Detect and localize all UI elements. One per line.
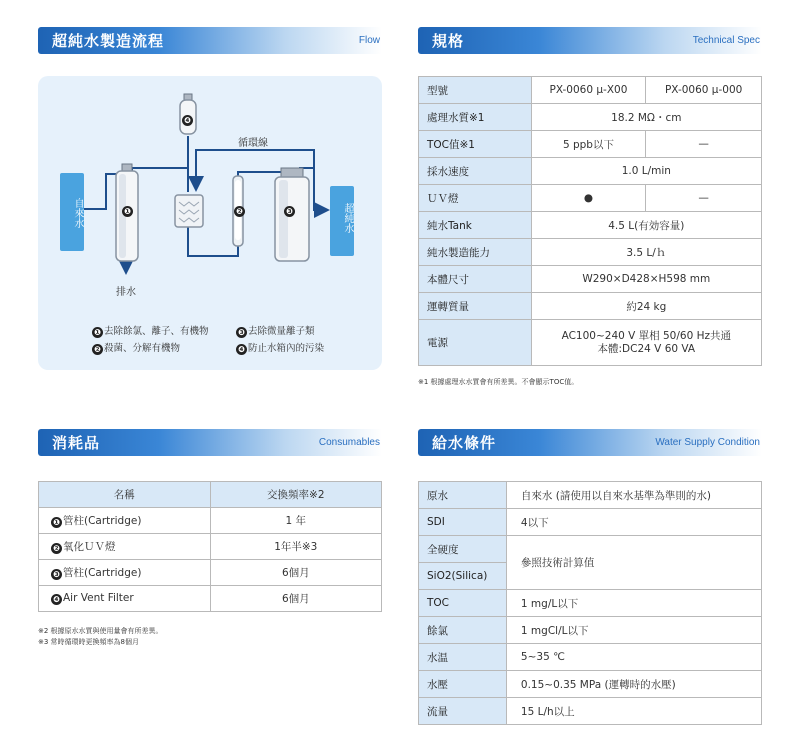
supply-value: 參照技術計算值 — [506, 536, 761, 590]
mark-2: ❷ — [234, 206, 245, 217]
item-freq: 6個月 — [210, 586, 381, 612]
item-name: ❹ Air Vent Filter — [39, 586, 211, 612]
table-row — [419, 158, 762, 185]
spec-value: — — [646, 131, 762, 158]
table-row — [39, 534, 382, 560]
spec-value: 18.2 MΩ・cm — [531, 104, 761, 131]
legend-item: ❸ 去除微量離子類 — [236, 323, 315, 340]
col-header-name: 名稱 — [39, 482, 211, 508]
spec-label: 純水Tank — [419, 212, 532, 239]
spec-label: 型號 — [419, 77, 532, 104]
supply-value: 15 L/h以上 — [506, 698, 761, 725]
supply-table — [418, 481, 762, 725]
spec-value: 約24 kg — [531, 293, 761, 320]
supply-label: 水壓 — [419, 671, 507, 698]
consumables-table — [38, 481, 382, 612]
item-freq: 1年半※3 — [210, 534, 381, 560]
pipe-tank-2 — [188, 224, 238, 256]
table-row — [419, 293, 762, 320]
mark-4: ❹ — [182, 115, 193, 126]
spec-value: 1.0 L/min — [531, 158, 761, 185]
tank-icon — [175, 195, 203, 227]
air-vent-filter-icon — [180, 94, 196, 134]
drain-label: 排水 — [116, 287, 136, 298]
table-row — [419, 590, 762, 617]
flow-panel — [38, 76, 382, 370]
item-name: ❶ 管柱(Cartridge) — [39, 508, 211, 534]
spec-header — [418, 27, 762, 54]
supply-title: 給水條件 — [432, 434, 497, 452]
spec-label: 電源 — [419, 320, 532, 366]
spec-value: ● — [531, 185, 646, 212]
spec-label: 處理水質※1 — [419, 104, 532, 131]
flow-legend — [92, 323, 324, 357]
table-row — [419, 77, 762, 104]
flow-subtitle: Flow — [358, 35, 380, 46]
consumables-notes: ※2 根據原水水質與使用量會有所差異。 ※3 常時循環時更換頻率為8個月 — [38, 627, 163, 646]
table-row — [419, 320, 762, 366]
table-row — [39, 508, 382, 534]
table-row — [39, 560, 382, 586]
legend-item: ❷ 殺菌、分解有機物 — [92, 340, 236, 357]
spec-label: 純水製造能力 — [419, 239, 532, 266]
spec-label: 本體尺寸 — [419, 266, 532, 293]
item-freq: 6個月 — [210, 560, 381, 586]
table-row — [419, 617, 762, 644]
table-row — [39, 586, 382, 612]
spec-value: PX-0060 μ-X00 — [531, 77, 646, 104]
input-label: 自來水 — [72, 198, 83, 228]
legend-item: ❶ 去除餘氯、離子、有機物 — [92, 323, 236, 340]
legend-item: ❹ 防止水箱內的污染 — [236, 340, 324, 357]
supply-label: 原水 — [419, 482, 507, 509]
col-header-freq: 交換頻率※2 — [210, 482, 381, 508]
table-row — [419, 104, 762, 131]
supply-label: 全硬度 — [419, 536, 507, 563]
spec-value: AC100~240 V 單相 50/60 Hz共通 本體:DC24 V 60 VA — [531, 320, 761, 366]
item-name: ❸ 管柱(Cartridge) — [39, 560, 211, 586]
spec-value: W290×D428×H598 mm — [531, 266, 761, 293]
supply-label: 餘氯 — [419, 617, 507, 644]
supply-value: 5~35 ℃ — [506, 644, 761, 671]
spec-value: PX-0060 μ-000 — [646, 77, 762, 104]
supply-value: 0.15~0.35 MPa (運轉時的水壓) — [506, 671, 761, 698]
item-name: ❷ 氧化ＵＶ燈 — [39, 534, 211, 560]
consumables-title: 消耗品 — [52, 434, 101, 452]
spec-label: 運轉質量 — [419, 293, 532, 320]
spec-value: 4.5 L(有効容量) — [531, 212, 761, 239]
spec-table — [418, 76, 762, 366]
table-row — [419, 509, 762, 536]
spec-value: — — [646, 185, 762, 212]
table-row — [419, 671, 762, 698]
table-row — [419, 266, 762, 293]
supply-value: 自來水 (請使用以自來水基準為準則的水) — [506, 482, 761, 509]
table-row — [419, 131, 762, 158]
mark-1: ❶ — [122, 206, 133, 217]
table-row — [419, 239, 762, 266]
supply-value: 1 mg/L以下 — [506, 590, 761, 617]
table-row — [419, 212, 762, 239]
spec-subtitle: Technical Spec — [692, 35, 760, 46]
supply-label: 流量 — [419, 698, 507, 725]
spec-label: 採水速度 — [419, 158, 532, 185]
table-row — [419, 482, 762, 509]
supply-header — [418, 429, 762, 456]
pipe-1-tank — [132, 168, 188, 192]
flow-title: 超純水製造流程 — [52, 32, 165, 50]
consumables-header — [38, 429, 382, 456]
supply-label: SiO2(Silica) — [419, 563, 507, 590]
table-row — [419, 644, 762, 671]
spec-note: ※1 根據處理水水質會有所差異。不會顯示TOC值。 — [418, 378, 579, 386]
spec-label: ＵＶ燈 — [419, 185, 532, 212]
table-header-row — [39, 482, 382, 508]
table-row — [419, 185, 762, 212]
spec-value: 5 ppb以下 — [531, 131, 646, 158]
supply-label: SDI — [419, 509, 507, 536]
consumables-subtitle: Consumables — [318, 437, 380, 448]
flow-header — [38, 27, 382, 54]
supply-value: 4以下 — [506, 509, 761, 536]
table-row — [419, 698, 762, 725]
output-label: 超純水 — [342, 203, 353, 233]
supply-label: 水温 — [419, 644, 507, 671]
supply-label: TOC — [419, 590, 507, 617]
table-row — [419, 536, 762, 563]
item-freq: 1 年 — [210, 508, 381, 534]
spec-value: 3.5 L/ｈ — [531, 239, 761, 266]
mark-3: ❸ — [284, 206, 295, 217]
supply-value: 1 mgCl/L以下 — [506, 617, 761, 644]
spec-label: TOC值※1 — [419, 131, 532, 158]
loop-label: 循環線 — [238, 138, 268, 149]
supply-subtitle: Water Supply Condition — [655, 437, 760, 448]
spec-title: 規格 — [432, 32, 465, 50]
